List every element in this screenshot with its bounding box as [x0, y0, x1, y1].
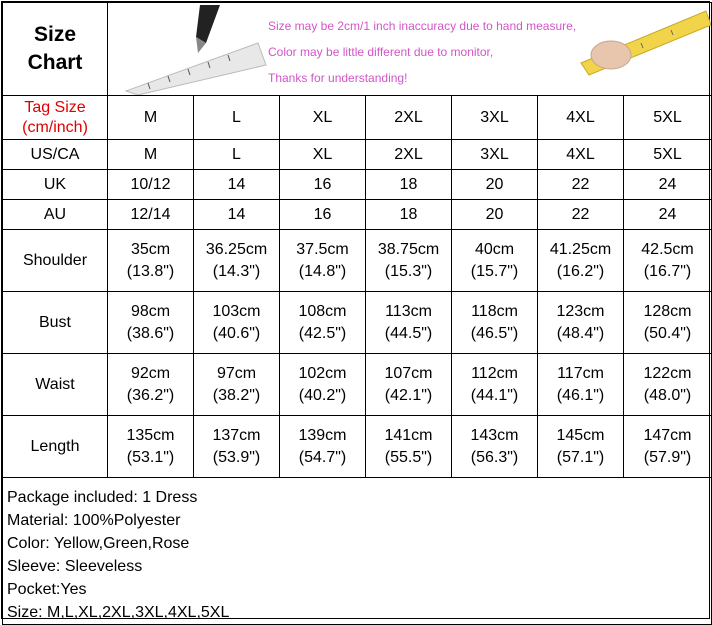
- cm-value: 123cm: [556, 302, 605, 320]
- title-line-2: Chart: [27, 51, 83, 74]
- table-cell: [538, 416, 624, 478]
- cm-value: 117cm: [557, 364, 604, 382]
- table-cell: 22: [538, 200, 624, 230]
- info-material: Material: 100%Polyester: [7, 512, 181, 529]
- tag-size-3xl: 3XL: [452, 96, 538, 140]
- table-cell: 10/12: [108, 170, 194, 200]
- inch-value: (16.2"): [556, 262, 605, 280]
- cm-value: 135cm: [126, 426, 175, 444]
- cm-value: 97cm: [216, 364, 257, 382]
- table-cell: [194, 354, 280, 416]
- cm-value: 102cm: [298, 364, 347, 382]
- table-cell: [366, 354, 452, 416]
- table-cell: [366, 230, 452, 292]
- cm-value: 35cm: [130, 240, 171, 258]
- table-cell: 16: [280, 170, 366, 200]
- table-cell: [108, 230, 194, 292]
- cm-value: 98cm: [130, 302, 171, 320]
- tag-size-xl: XL: [280, 96, 366, 140]
- tag-size-2xl: 2XL: [366, 96, 452, 140]
- table-cell: 18: [366, 200, 452, 230]
- measure-note-banner: [108, 3, 712, 96]
- tape-measure-hand-illustration: [571, 3, 711, 95]
- table-row: [3, 416, 712, 478]
- note-color: Color may be little different due to monitor,: [268, 45, 494, 59]
- inch-value: (14.8"): [298, 262, 347, 280]
- cm-value: 40cm: [474, 240, 515, 258]
- table-cell: [280, 354, 366, 416]
- table-cell: [108, 416, 194, 478]
- table-row: [3, 170, 712, 200]
- cm-value: 108cm: [298, 302, 347, 320]
- table-row: [3, 354, 712, 416]
- table-cell: [280, 292, 366, 354]
- ruler-pen-illustration: [108, 3, 268, 95]
- tag-size-label: [3, 96, 108, 140]
- table-cell: 20: [452, 200, 538, 230]
- table-cell: 3XL: [452, 140, 538, 170]
- inch-value: (38.2"): [212, 386, 261, 404]
- tag-size-l: L: [194, 96, 280, 140]
- cm-value: 41.25cm: [549, 240, 612, 258]
- cm-value: 122cm: [643, 364, 692, 382]
- table-cell: [108, 292, 194, 354]
- inch-value: (42.1"): [384, 386, 433, 404]
- table-cell: [452, 354, 538, 416]
- cm-value: 112cm: [471, 364, 518, 382]
- inch-value: (53.9"): [212, 448, 261, 466]
- table-cell: [108, 354, 194, 416]
- size-chart-title: [3, 3, 108, 96]
- cm-value: 103cm: [212, 302, 261, 320]
- table-cell: 5XL: [624, 140, 712, 170]
- row-label-bust: Bust: [3, 292, 108, 354]
- table-cell: [624, 230, 712, 292]
- row-label-waist: Waist: [3, 354, 108, 416]
- inch-value: (54.7"): [298, 448, 347, 466]
- table-cell: [194, 230, 280, 292]
- inch-value: (16.7"): [643, 262, 692, 280]
- note-accuracy: Size may be 2cm/1 inch inaccuracy due to hand measure,: [268, 19, 577, 33]
- table-cell: 16: [280, 200, 366, 230]
- table-cell: 24: [624, 200, 712, 230]
- inch-value: (48.0"): [643, 386, 692, 404]
- size-chart: [1, 1, 710, 619]
- table-cell: [366, 416, 452, 478]
- cm-value: 118cm: [471, 302, 518, 320]
- inch-value: (40.2"): [298, 386, 347, 404]
- row-label-length: Length: [3, 416, 108, 478]
- row-label-uk: UK: [3, 170, 108, 200]
- inch-value: (55.5"): [384, 448, 433, 466]
- cm-value: 113cm: [385, 302, 432, 320]
- table-cell: M: [108, 140, 194, 170]
- table-cell: [366, 292, 452, 354]
- tag-size-5xl: 5XL: [624, 96, 712, 140]
- table-cell: XL: [280, 140, 366, 170]
- table-cell: 12/14: [108, 200, 194, 230]
- info-sleeve: Sleeve: Sleeveless: [7, 558, 143, 575]
- table-row: [3, 292, 712, 354]
- cm-value: 37.5cm: [296, 240, 349, 258]
- table-cell: [624, 416, 712, 478]
- inch-value: (44.1"): [470, 386, 519, 404]
- cm-value: 42.5cm: [641, 240, 694, 258]
- row-label-shoulder: Shoulder: [3, 230, 108, 292]
- inch-value: (36.2"): [126, 386, 175, 404]
- info-size: Size: M,L,XL,2XL,3XL,4XL,5XL: [7, 604, 230, 621]
- table-cell: 14: [194, 200, 280, 230]
- table-cell: [194, 416, 280, 478]
- cm-value: 137cm: [212, 426, 261, 444]
- inch-value: (48.4"): [556, 324, 605, 342]
- tag-size-label-line-2: (cm/inch): [22, 118, 88, 136]
- cm-value: 139cm: [298, 426, 347, 444]
- inch-value: (15.7"): [470, 262, 519, 280]
- inch-value: (38.6"): [126, 324, 175, 342]
- info-pocket: Pocket:Yes: [7, 581, 87, 598]
- inch-value: (44.5"): [384, 324, 433, 342]
- table-row: [3, 200, 712, 230]
- info-color: Color: Yellow,Green,Rose: [7, 535, 190, 552]
- row-label-au: AU: [3, 200, 108, 230]
- table-cell: [452, 230, 538, 292]
- inch-value: (50.4"): [643, 324, 692, 342]
- table-cell: [538, 354, 624, 416]
- table-cell: [280, 230, 366, 292]
- table-cell: 14: [194, 170, 280, 200]
- inch-value: (46.1"): [556, 386, 605, 404]
- inch-value: (53.1"): [126, 448, 175, 466]
- cm-value: 92cm: [130, 364, 171, 382]
- table-cell: [624, 354, 712, 416]
- inch-value: (14.3"): [212, 262, 261, 280]
- product-info: [3, 478, 712, 625]
- inch-value: (13.8"): [126, 262, 175, 280]
- table-row: [3, 140, 712, 170]
- cm-value: 36.25cm: [205, 240, 268, 258]
- size-table: [2, 2, 712, 625]
- table-cell: 4XL: [538, 140, 624, 170]
- table-cell: [624, 292, 712, 354]
- tag-size-label-line-1: Tag Size: [24, 98, 86, 116]
- cm-value: 143cm: [470, 426, 519, 444]
- table-cell: 2XL: [366, 140, 452, 170]
- table-cell: 22: [538, 170, 624, 200]
- table-cell: [538, 292, 624, 354]
- table-cell: [280, 416, 366, 478]
- row-label-us-ca: US/CA: [3, 140, 108, 170]
- table-row: [3, 230, 712, 292]
- info-package: Package included: 1 Dress: [7, 489, 198, 506]
- inch-value: (15.3"): [384, 262, 433, 280]
- note-thanks: Thanks for understanding!: [268, 71, 408, 85]
- cm-value: 145cm: [556, 426, 605, 444]
- table-cell: 24: [624, 170, 712, 200]
- inch-value: (46.5"): [470, 324, 519, 342]
- table-cell: [452, 292, 538, 354]
- cm-value: 38.75cm: [377, 240, 440, 258]
- inch-value: (42.5"): [298, 324, 347, 342]
- cm-value: 107cm: [384, 364, 433, 382]
- table-cell: [452, 416, 538, 478]
- tag-size-m: M: [108, 96, 194, 140]
- table-cell: [538, 230, 624, 292]
- table-cell: 18: [366, 170, 452, 200]
- table-cell: [194, 292, 280, 354]
- tag-size-4xl: 4XL: [538, 96, 624, 140]
- inch-value: (40.6"): [212, 324, 261, 342]
- cm-value: 141cm: [384, 426, 433, 444]
- inch-value: (57.9"): [643, 448, 692, 466]
- cm-value: 147cm: [643, 426, 692, 444]
- inch-value: (57.1"): [556, 448, 605, 466]
- cm-value: 128cm: [643, 302, 692, 320]
- table-cell: 20: [452, 170, 538, 200]
- title-line-1: Size: [33, 23, 77, 46]
- table-cell: L: [194, 140, 280, 170]
- inch-value: (56.3"): [470, 448, 519, 466]
